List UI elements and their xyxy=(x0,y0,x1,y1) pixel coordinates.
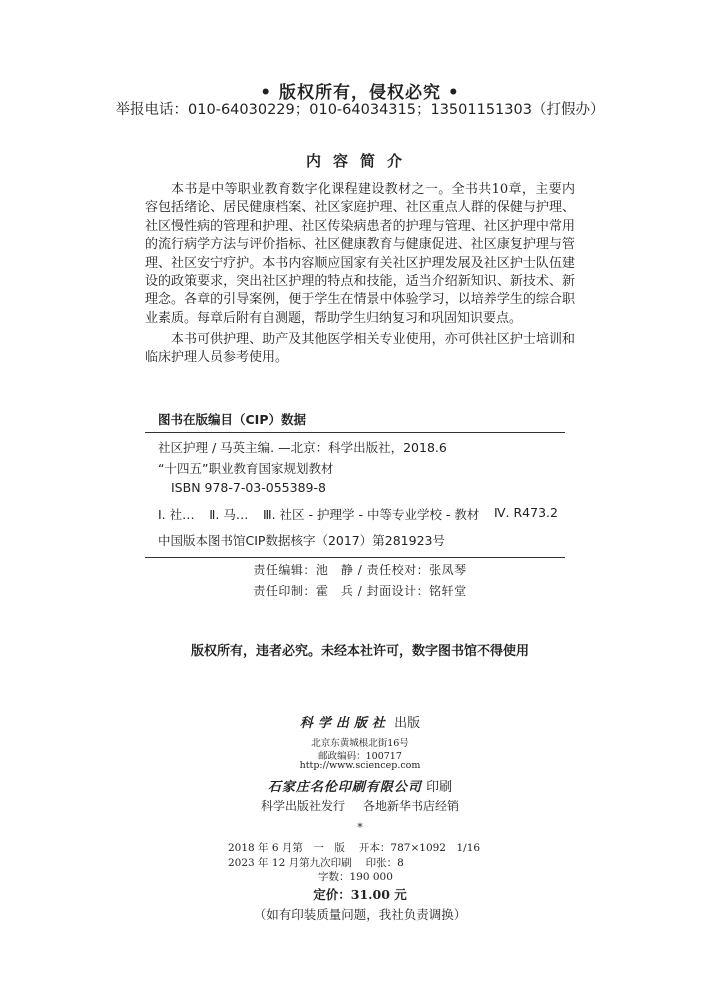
price: 定价：31.00 元 xyxy=(313,887,407,902)
cip-title-line: 社区护理 / 马英主编. —北京：科学出版社，2018.6 xyxy=(158,440,447,455)
cip-series-line: “十四五”职业教育国家规划教材 xyxy=(158,461,334,476)
divider xyxy=(145,557,565,558)
publisher-suffix: 出版 xyxy=(394,716,421,731)
divider xyxy=(145,432,565,433)
production-credits: 责任印制：霍 兵 / 封面设计：铭轩堂 xyxy=(253,584,467,598)
impression-line xyxy=(228,855,404,870)
edition-line xyxy=(228,840,480,855)
cip-approval-number: 中国版本图书馆CIP数据核字（2017）第281923号 xyxy=(158,533,445,548)
publisher-postcode: 邮政编码：100717 xyxy=(318,751,402,762)
distribution-line xyxy=(0,797,720,814)
seller: 各地新华书店经销 xyxy=(363,799,460,813)
printer-name: 石家庄名伦印刷有限公司 xyxy=(267,780,422,795)
summary-paragraph: 本书可供护理、助产及其他医学相关专业使用，亦可供社区护士培训和临床护理人员参考使用。 xyxy=(145,332,575,366)
issuer: 科学出版社发行 xyxy=(260,799,345,813)
rights-notice: 版权所有，违者必究。未经本社许可，数字图书馆不得使用 xyxy=(190,644,529,659)
word-count: 字数：190 000 xyxy=(318,871,393,883)
printer-line xyxy=(0,776,720,795)
publisher-address: 北京东黄城根北街16号 xyxy=(311,738,409,749)
quality-note: （如有印装质量问题，我社负责调换） xyxy=(253,907,467,922)
separator-asterisk: * xyxy=(357,821,363,834)
publisher-line xyxy=(0,712,720,731)
copyright-title: • 版权所有，侵权必究 • xyxy=(260,83,460,103)
cip-classification xyxy=(158,505,558,523)
report-phone: 举报电话：010-64030229；010-64034315；13501151303（打假办） xyxy=(115,102,605,118)
printed-sheets: 印张：8 xyxy=(365,857,404,869)
cip-isbn: ISBN 978-7-03-055389-8 xyxy=(171,480,326,495)
cip-class-item: Ⅳ. R473.2 xyxy=(494,505,558,520)
summary-heading: 内容简介 xyxy=(305,152,414,170)
book-format: 开本：787×1092 1/16 xyxy=(358,842,481,854)
cip-class-item: Ⅱ. 马… xyxy=(209,507,249,522)
cip-label: 图书在版编目（CIP）数据 xyxy=(158,412,306,427)
edition: 2018 年 6 月第 一 版 xyxy=(228,842,345,854)
editor-credits: 责任编辑：池 静 / 责任校对：张凤琴 xyxy=(253,563,467,577)
summary-paragraph: 本书是中等职业教育数字化课程建设教材之一。全书共10章，主要内容包括绪论、居民健康档案、社区家庭护理、社区重点人群的保健与护理、社区慢性病的管理和护理、社区传染病患者的护理与管理、社区护理中常用的流行病学方法与评价指标、社区健康教育与健康促进、社区康复护理与管理、社区安宁疗护。本书内容顺应国家有关社区护理发展及社区护士队伍建设的政策要求，突出社区护理的特点和技能，适当介绍新知识、新技术、新理念。各章的引导案例，便于学生在情景中体验学习，以培养学生的综合职业素质。每章后附有自测题，帮助学生归纳复习和巩固知识要点。 xyxy=(145,182,575,326)
publisher-name: 科学出版社 xyxy=(299,716,390,731)
impression: 2023 年 12 月第九次印刷 xyxy=(228,857,352,869)
cip-class-item: Ⅲ. 社区 - 护理学 - 中等专业学校 - 教材 xyxy=(262,507,480,522)
cip-class-item: Ⅰ. 社… xyxy=(158,507,195,522)
publisher-website: http://www.sciencep.com xyxy=(299,760,421,771)
printer-suffix: 印刷 xyxy=(426,780,453,795)
